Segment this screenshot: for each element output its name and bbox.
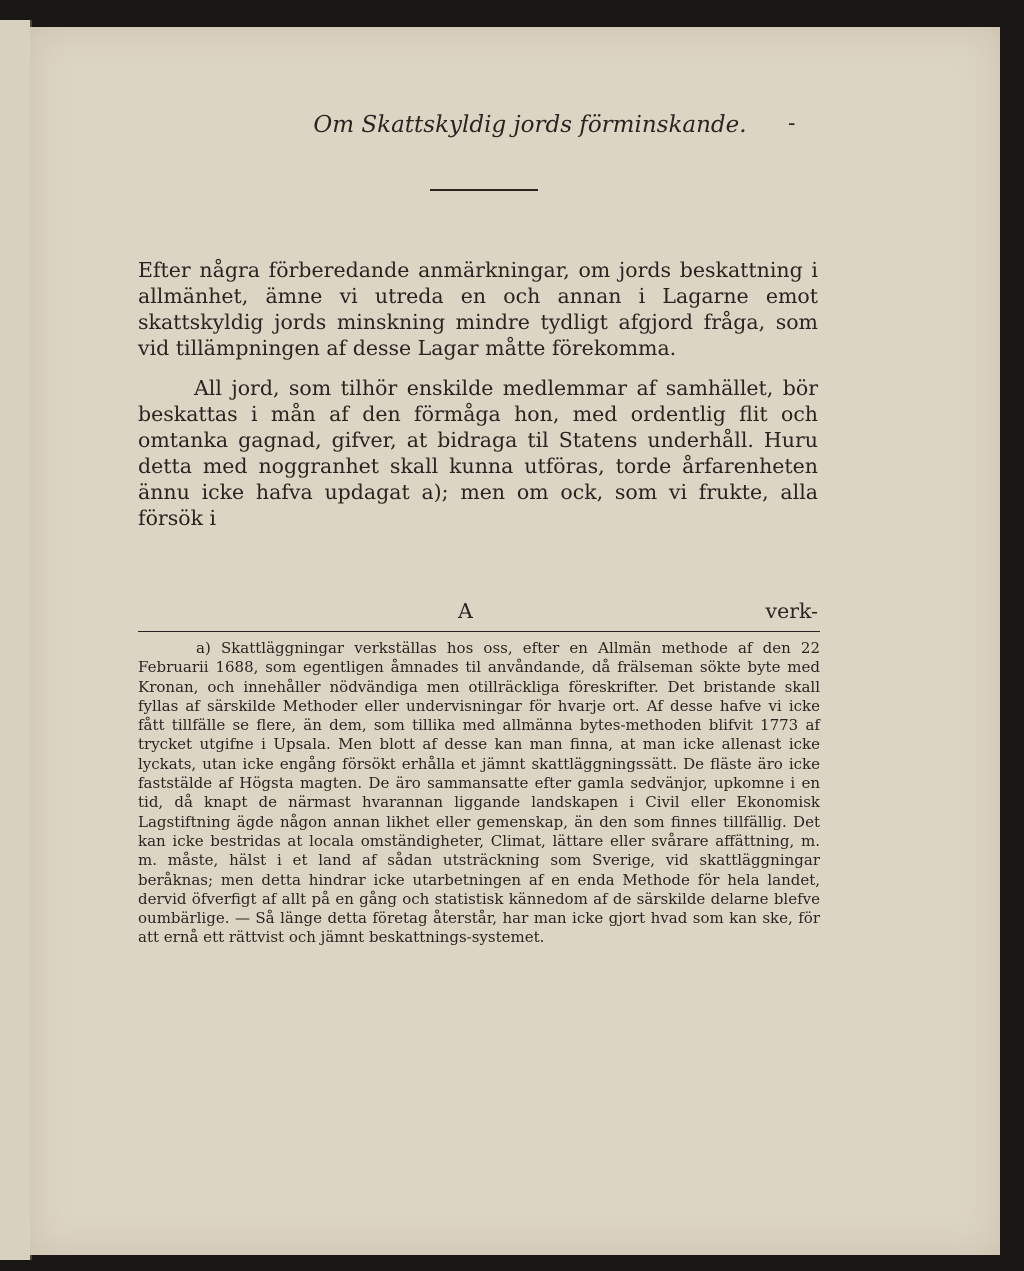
main-text [138, 257, 818, 531]
footnote-text: a) Skattläggningar verkställas hos oss, efter en Allmän methode af den 22 Februarii 1688, som egentligen åmnades til anvåndande, då frälseman sökte byte med Kronan, och innehåller nödvändiga men otillräckliga föreskrifter. Det bristande skall fyllas af särskilde Methoder eller undervisningar för hvarje ort. Af desse hafve vi icke fått tillfälle se flere, än dem, som tillika med allmänna bytes-methoden blifvit 1773 af trycket utgifne i Upsala. Men blott af desse kan man finna, at man icke allenast icke lyckats, utan icke engång försökt erhålla et jämnt skattläggningssätt. De fläste äro icke faststälde af Högsta magten. De äro sammansatte efter gamla sedvänjor, upkomne i en tid, då knapt de närmast hvarannan liggande landskapen i Civil eller Ekonomisk Lagstiftning ägde någon annan likhet eller gemenskap, än den som finnes tillfällig. Det kan icke bestridas at locala omständigheter, Climat, lättare eller svårare affättning, m. m. måste, hälst i et land af sådan utsträckning som Sverige, vid skattläggningar beråknas; men detta hindrar icke utarbetningen af en enda Methode för hela landet, dervid öfverfigt af allt på en gång och statistisk kännedom af de särskilde delarne blefve oumbärlige. — Så länge detta företag återstår, har man icke gjort hvad som kan ske, för att ernå ett rättvist och jämnt beskattnings-systemet. [138, 639, 820, 947]
signature-mark: A [458, 599, 473, 623]
catchword: verk- [765, 599, 818, 623]
head-rule [430, 189, 538, 191]
paragraph-1: Efter några förberedande anmärkningar, om jords beskattning i allmänhet, ämne vi utreda en och annan i Lagarne emot skattskyldig jords minskning mindre tydligt afgjord fråga, som vid tillämpningen af desse Lagar måtte förekomma. [138, 258, 818, 360]
running-head: Om Skattskyldig jords förminskande. [313, 112, 747, 138]
footnote-rule [138, 631, 820, 632]
book-page [30, 27, 1000, 1255]
paragraph-2: All jord, som tilhör enskilde medlemmar af samhället, bör beskattas i mån af den förmåga hon, med ordentlig flit och omtanka gagnad, gifver, at bidraga til Statens underhåll. Huru detta med noggranhet skall kunna utföras, torde årfarenheten ännu icke hafva updagat a); men om ock, som vi frukte, alla försök i [138, 376, 818, 530]
facing-page-edge [0, 20, 32, 1260]
page-mark: - [788, 111, 796, 136]
footnote [138, 639, 820, 948]
